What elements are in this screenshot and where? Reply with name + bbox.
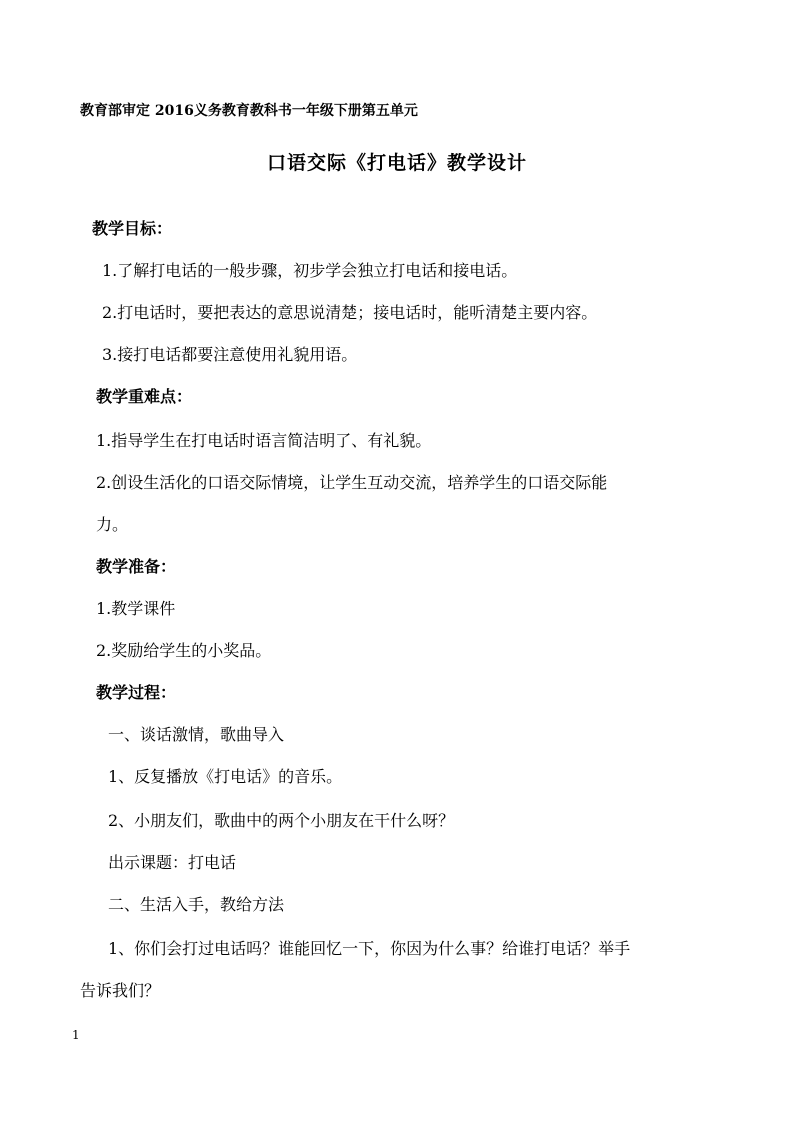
goals-heading: 教学目标：: [92, 219, 173, 238]
goal-item: 1.了解打电话的一般步骤，初步学会独立打电话和接电话。: [102, 261, 518, 280]
process-line: 1、反复播放《打电话》的音乐。: [108, 767, 343, 786]
process-line: 一、谈话激情，歌曲导入: [108, 725, 285, 744]
process-line: 二、生活入手，教给方法: [108, 895, 285, 914]
preparation-item: 2.奖励给学生的小奖品。: [96, 641, 272, 660]
key-points-heading: 教学重难点：: [96, 387, 193, 406]
process-heading: 教学过程：: [96, 683, 177, 702]
goal-item: 2.打电话时，要把表达的意思说清楚；接电话时，能听清楚主要内容。: [102, 303, 598, 322]
process-line: 2、小朋友们，歌曲中的两个小朋友在干什么呀？: [108, 811, 455, 830]
page-number: 1: [72, 1028, 80, 1042]
process-line: 1、你们会打过电话吗？谁能回忆一下，你因为什么事？给谁打电话？举手: [108, 939, 631, 958]
document-header: 教育部审定 2016义务教育教科书一年级下册第五单元: [80, 103, 418, 119]
key-point-item: 力。: [96, 515, 129, 534]
process-line: 出示课题：打电话: [108, 853, 237, 872]
preparation-heading: 教学准备：: [96, 557, 177, 576]
preparation-item: 1.教学课件: [96, 599, 176, 618]
document-title: 口语交际《打电话》教学设计: [266, 152, 527, 174]
key-point-item: 2.创设生活化的口语交际情境，让学生互动交流，培养学生的口语交际能: [96, 473, 608, 492]
key-point-item: 1.指导学生在打电话时语言简洁明了、有礼貌。: [96, 431, 432, 450]
process-line: 告诉我们？: [80, 981, 161, 1000]
goal-item: 3.接打电话都要注意使用礼貌用语。: [102, 345, 358, 364]
